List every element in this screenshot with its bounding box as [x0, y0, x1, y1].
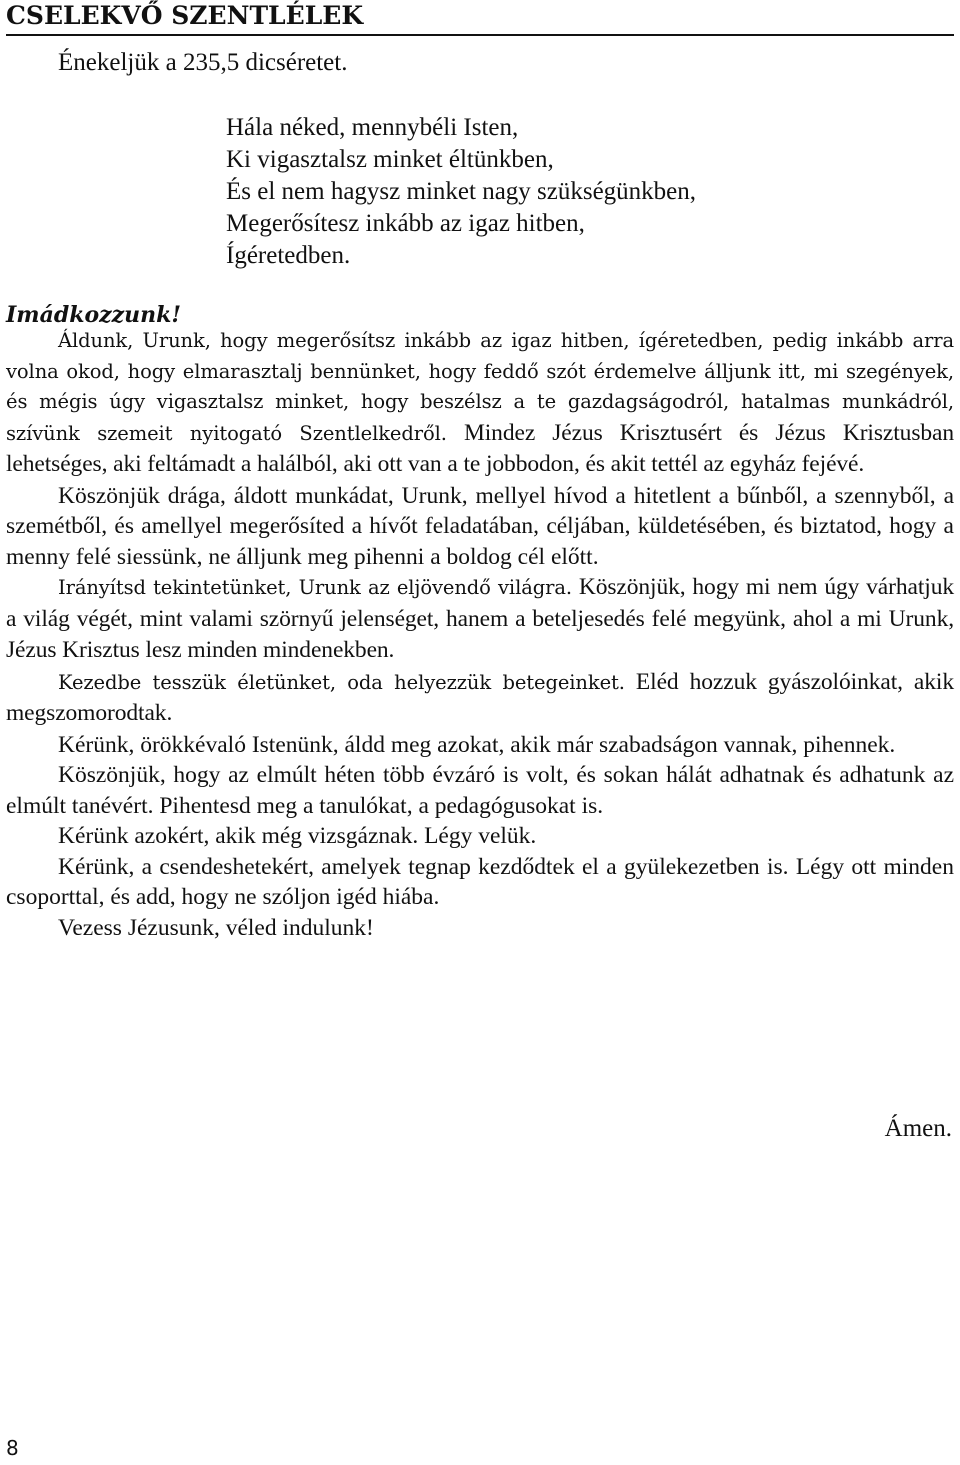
- prayer-paragraph: [6, 667, 954, 730]
- prayer-paragraph: [6, 326, 954, 481]
- hymn-announcement: Énekeljük a 235,5 dicséretet.: [58, 49, 348, 76]
- closing-amen: Ámen.: [884, 1115, 952, 1142]
- prayer-body: [6, 326, 954, 943]
- prayer-sentence: Mindez Jézus Krisztusért és Jézus Krisztusban lehetséges, aki feltámadt a halálból, aki ott van a te jobbodon, és akit tettél az egyház fejévé.: [6, 419, 954, 477]
- hymn-line: Hála néked, mennybéli Isten,: [226, 114, 519, 141]
- prayer-sentence: Eléd hozzuk gyászolóinkat, akik megszomorodtak.: [6, 668, 954, 726]
- prayer-paragraph: Kérünk azokért, akik még vizsgáznak. Légy velük.: [58, 823, 537, 849]
- prayer-sentence: Köszönjük, hogy mi nem úgy várhatjuk a világ végét, mint valami szörnyű jelenséget, hanem a beteljesedés felé megyünk, ahol a mi Urunk, Jézus Krisztus lesz minden mindenekben.: [6, 574, 955, 663]
- prayer-sentence: Áldunk, Urunk, hogy megerősítsz inkább az igaz hitben, ígéretedben, pedig inkább arra volna okod, hogy elmarasztalj bennünket, hogy feddő szót érdemelve álljunk itt, mi szegények, és mégis úgy vigasztalsz minket, hogy beszélsz a te gazdagságodról, hatalmas munkádról, szívünk szemeit nyitogató Szentlelkedről.: [6, 329, 954, 445]
- section-title: CSELEKVŐ SZENTLÉLEK: [6, 0, 954, 36]
- prayer-paragraph: Vezess Jézusunk, véled indulunk!: [58, 914, 374, 941]
- prayer-paragraph: Kérünk, örökkévaló Istenünk, áldd meg azokat, akik már szabadságon vannak, pihennek.: [58, 731, 896, 758]
- hymn-line: Ígéretedben.: [226, 242, 351, 269]
- prayer-paragraph: Köszönjük drága, áldott munkádat, Urunk, mellyel hívod a hitetlent a bűnből, a szennyből, a szemétből, és amellyel megerősíted a hívőt feladatában, céljában, küldetésében, és biztatod, hogy a menny felé siessünk, ne álljunk meg pihenni a boldog cél előtt.: [6, 482, 954, 570]
- hymn-line: Ki vigasztalsz minket éltünkben,: [226, 146, 554, 173]
- page-number: 8: [6, 1436, 19, 1460]
- prayer-paragraph: Kérünk, a csendeshetekért, amelyek tegnap kezdődtek el a gyülekezetben is. Légy ott minden csoporttal, és add, hogy ne szóljon igéd hiába.: [6, 853, 954, 910]
- prayer-paragraph: Köszönjük, hogy az elmúlt héten több évzáró is volt, és sokan hálát adhatnak és adhatunk az elmúlt tanévért. Pihentesd meg a tanulókat, a pedagógusokat is.: [6, 762, 954, 819]
- hymn-line: És el nem hagysz minket nagy szükségünkben,: [226, 178, 697, 205]
- prayer-heading: Imádkozzunk!: [6, 302, 182, 328]
- hymn-verse: [226, 112, 696, 272]
- prayer-sentence: Kezedbe tesszük életünket, oda helyezzük betegeinket.: [58, 670, 625, 694]
- hymn-line: Megerősítesz inkább az igaz hitben,: [226, 210, 585, 237]
- prayer-paragraph: [6, 572, 954, 667]
- prayer-sentence: Irányítsd tekintetünket, Urunk az eljövendő világra.: [58, 576, 572, 599]
